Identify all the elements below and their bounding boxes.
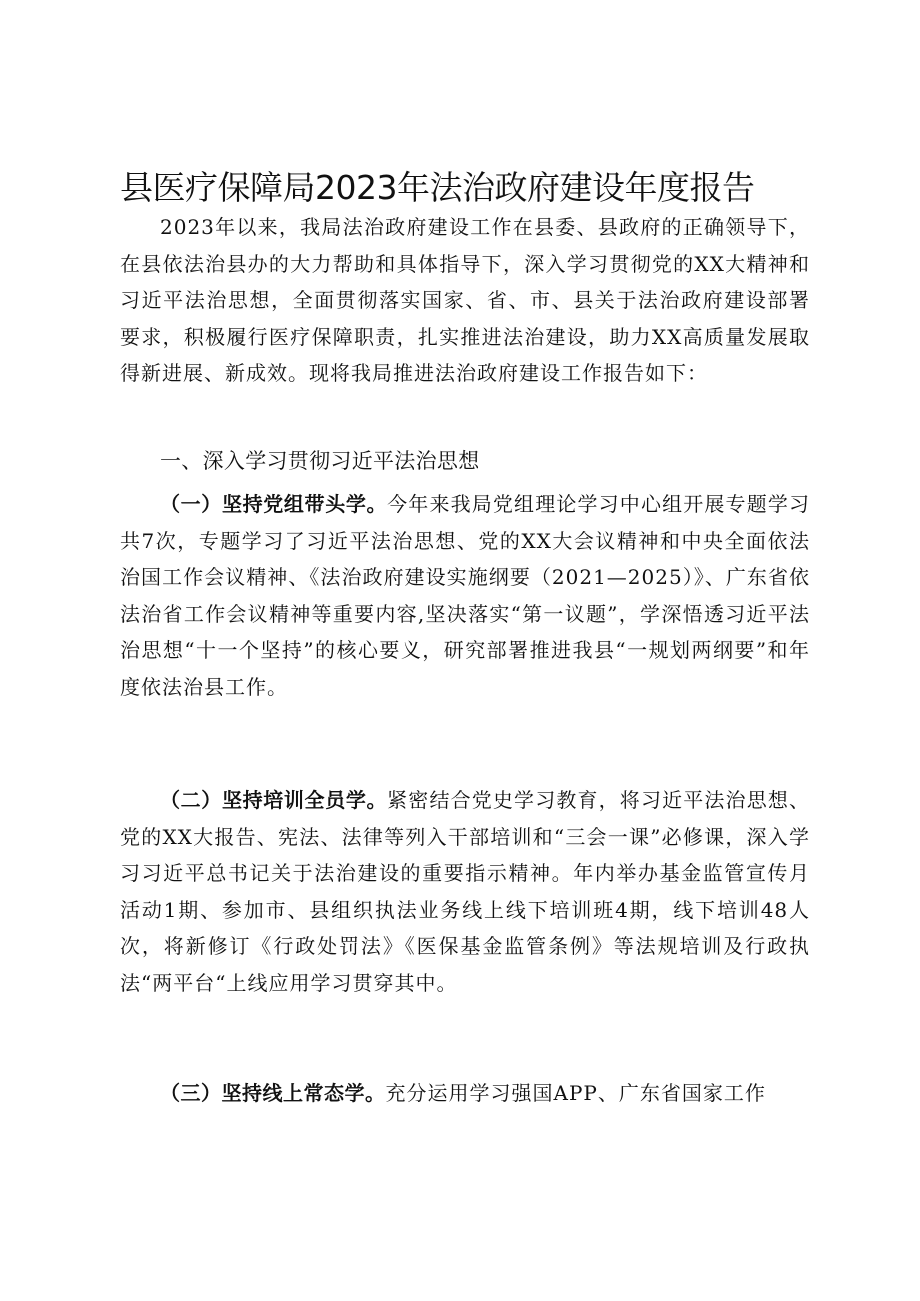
paragraph-1-lead: （一）坚持党组带头学。: [160, 492, 388, 516]
section-heading: 一、深入学习贯彻习近平法治思想: [160, 449, 480, 473]
paragraph-2-lead: （二）坚持培训全员学。: [160, 788, 388, 812]
intro-paragraph: 2023年以来，我局法治政府建设工作在县委、县政府的正确领导下，在县依法治县办的大力帮助和具体指导下，深入学习贯彻党的XX大精神和习近平法治思想，全面贯彻落实国家、省、市、县关于法治政府建设部署要求，积极履行医疗保障职责，扎实推进法治建设，助力XX高质量发展取得新进展、新成效。现将我局推进法治政府建设工作报告如下：: [120, 215, 810, 385]
paragraph-3-text: 充分运用学习强国APP、广东省国家工作: [385, 1081, 766, 1105]
paragraph-1-text: 今年来我局党组理论学习中心组开展专题学习共7次，专题学习了习近平法治思想、党的XX大会议精神和中央全面依法治国工作会议精神、《法治政府建设实施纲要（2021—2025）》、广东省依法治省工作会议精神等重要内容,坚决落实“第一议题”，学深悟透习近平法治思想“十一个坚持”的核心要义，研究部署推进我县“一规划两纲要”和年度依法治县工作。: [120, 492, 811, 699]
paragraph-3-lead: （三）坚持线上常态学。: [160, 1081, 386, 1105]
paragraph-3: [120, 1075, 810, 1112]
paragraph-1: [120, 486, 810, 705]
paragraph-2-text: 紧密结合党史学习教育，将习近平法治思想、党的XX大报告、宪法、法律等列入干部培训和“三会一课”必修课，深入学习习近平总书记关于法治建设的重要指示精神。年内举办基金监管宣传月活动1期、参加市、县组织执法业务线上线下培训班4期，线下培训48人次，将新修订《行政处罚法》《医保基金监管条例》等法规培训及行政执法“两平台“上线应用学习贯穿其中。: [120, 788, 811, 995]
document-title: 县医疗保障局2023年法治政府建设年度报告: [120, 168, 755, 207]
paragraph-2: [120, 782, 810, 1001]
